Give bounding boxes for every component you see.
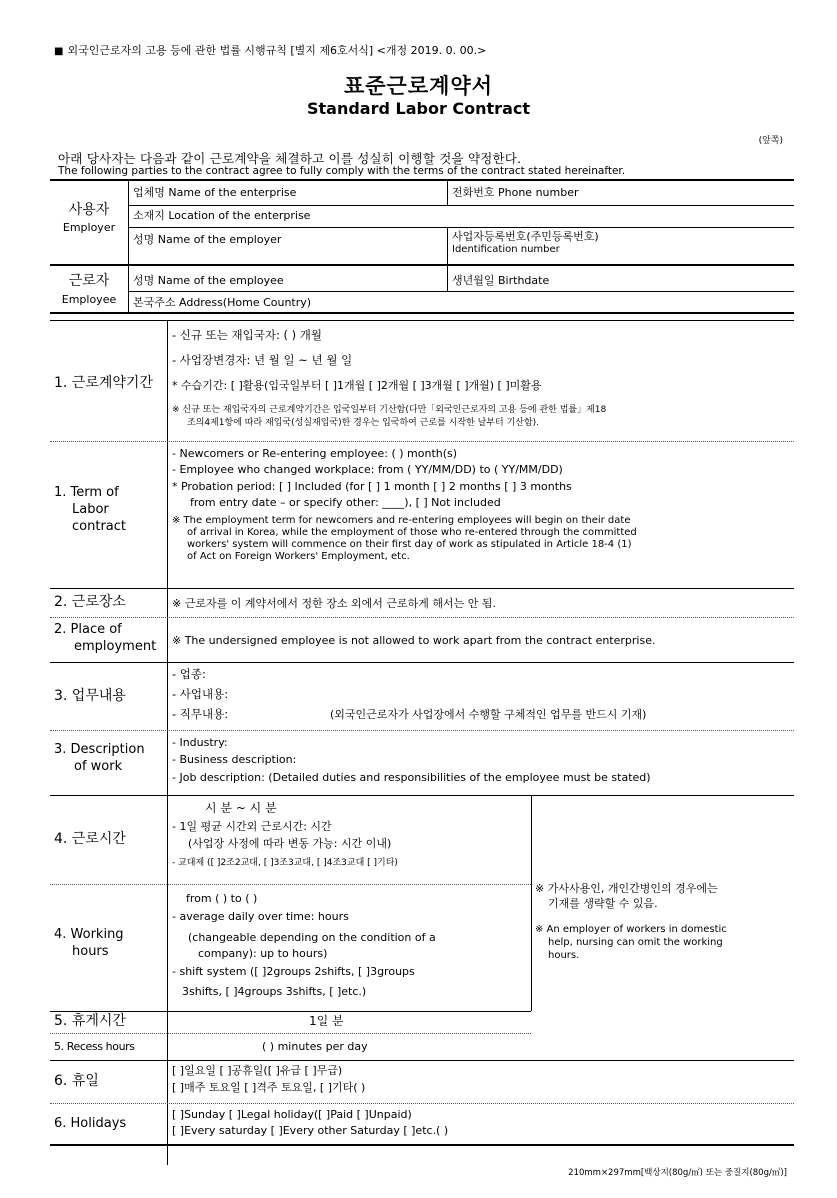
holidays-label-ko: 6. 휴일 [54,1073,99,1089]
employer-bottom-border [50,264,794,266]
employee-label-en: Employee [61,293,117,306]
employee-row-line [128,291,794,292]
holidays-ko-line-2[interactable]: [ ]매주 토요일 [ ]격주 토요일, [ ]기타( ) [172,1081,366,1094]
employee-label-ko: 근로자 [68,273,110,289]
term-ko-note-1: ※ 신규 또는 재입국자의 근로계약기간은 입국일부터 기산함(다만「외국인근로자의 고용 등에 관한 법률」제18 [172,405,607,415]
term-label-en-3: contract [72,519,126,534]
duties-ko-job[interactable]: - 직무내용: [172,707,229,721]
recess-label-ko: 5. 휴게시간 [54,1013,126,1029]
address-field[interactable]: 본국주소 Address(Home Country) [133,296,312,309]
place-text-en: ※ The undersigned employee is not allowed to work apart from the contract enterprise. [172,634,656,647]
hours-en-variable-2: company): up to hours) [198,947,328,960]
holidays-label-en: 6. Holidays [54,1116,127,1131]
employee-name-field[interactable]: 성명 Name of the employee [133,274,284,287]
term-ko-note-2: 조의4제1항에 따라 재입국(성실재입국)한 경우는 입국하여 근로를 시작한 날부터 기산함). [187,418,540,428]
holidays-divider [50,1103,794,1104]
term-ko-line-2: - 사업장변경자: 년 월 일 ~ 년 월 일 [172,353,353,367]
holidays-en-line-1[interactable]: [ ]Sunday [ ]Legal holiday([ ]Paid [ ]Unpaid) [172,1108,412,1121]
square-bullet-icon: ■ [54,46,64,57]
hours-label-en-1: 4. Working [54,927,124,942]
employer-id-field-en: Identification number [452,244,560,255]
place-label-en-1: 2. Place of [54,622,122,637]
term-ko-line-1: - 신규 또는 재입국자: ( ) 개월 [172,328,323,342]
employer-row-line-2 [128,227,794,228]
hours-ko-range[interactable]: 시 분 ~ 시 분 [205,801,277,815]
employer-divider [128,180,129,264]
intro-korean: 아래 당사자는 다음과 같이 근로계약을 체결하고 이를 성실히 이행할 것을 약정한다. [58,151,522,166]
duties-ko-industry[interactable]: - 업종: [172,667,206,681]
hours-en-shift-1[interactable]: - shift system ([ ]2groups 2shifts, [ ]3groups [172,965,415,978]
employer-name-field[interactable]: 성명 Name of the employer [133,233,282,246]
phone-field[interactable]: 전화번호 Phone number [452,186,579,199]
term-en-line-1: - Newcomers or Re-entering employee: ( ) month(s) [172,447,458,460]
term-ko-line-3: * 수습기간: [ ]활용(입국일부터 [ ]1개월 [ ]2개월 [ ]3개월 [ ]개월) [ ]미활용 [172,379,542,392]
place-label-ko: 2. 근로장소 [54,594,126,610]
enterprise-field[interactable]: 업체명 Name of the enterprise [133,186,297,199]
employee-divider [128,266,129,312]
term-en-note-2: of arrival in Korea, while the employment of those who re-entered through the committed [187,527,637,538]
hours-label-ko: 4. 근로시간 [54,831,126,847]
hours-note-en-1: ※ An employer of workers in domestic [535,924,727,935]
duties-label-en-2: of work [74,759,123,774]
term-en-note-1: ※ The employment term for newcomers and re-entering employees will begin on their date [172,515,631,526]
recess-label-en: 5. Recess hours [54,1040,135,1053]
duties-en-industry[interactable]: - Industry: [172,736,228,749]
hours-ko-overtime[interactable]: - 1일 평균 시간외 근로시간: 시간 [172,820,332,833]
term-en-line-2: - Employee who changed workplace: from ( YY/MM/DD) to ( YY/MM/DD) [172,463,563,476]
regulation-text: 외국인근로자의 고용 등에 관한 법률 시행규칙 [별지 제6호서식] <개정 2019. 0. 00.> [67,44,487,57]
duties-en-job[interactable]: - Job description: (Detailed duties and responsibilities of the employee must be stated) [172,771,651,784]
term-divider [50,441,794,442]
duties-bottom-border [50,795,794,796]
term-en-note-4: of Act on Foreign Workers' Employment, etc. [187,551,410,562]
parties-bottom-border [50,312,794,314]
regulation-header [54,42,486,58]
place-text-ko: ※ 근로자를 이 계약서에서 정한 장소 외에서 근로하게 해서는 안 됨. [172,597,496,610]
duties-label-en-1: 3. Description [54,742,145,757]
hours-label-en-2: hours [72,944,109,959]
terms-top-border [50,320,794,321]
holidays-ko-line-1[interactable]: [ ]일요일 [ ]공휴일([ ]유급 [ ]무급) [172,1064,343,1077]
hours-note-en-2: help, nursing can omit the working [548,937,723,948]
employer-row-line-1 [128,205,794,206]
place-bottom-border [50,662,794,663]
location-field[interactable]: 소재지 Location of the enterprise [133,209,311,222]
duties-ko-note: (외국인근로자가 사업장에서 수행할 구체적인 업무를 반드시 기재) [330,708,647,721]
term-bottom-border [50,588,794,589]
employer-label-en: Employer [62,221,116,234]
birthdate-field[interactable]: 생년월일 Birthdate [452,274,550,287]
hours-ko-variable: (사업장 사정에 따라 변동 가능: 시간 이내) [188,837,392,850]
intro-english: The following parties to the contract agree to fully comply with the terms of the contract stated hereinafter. [58,165,626,177]
employer-id-field-ko[interactable]: 사업자등록번호(주민등록번호) [452,230,599,243]
employer-label-ko: 사용자 [68,202,110,218]
duties-ko-business[interactable]: - 사업내용: [172,687,229,701]
holidays-en-line-2[interactable]: [ ]Every saturday [ ]Every other Saturday [ ]etc.( ) [172,1124,449,1137]
title-korean: 표준근로계약서 [343,74,493,98]
recess-bottom-border [50,1060,794,1061]
hours-en-range[interactable]: from ( ) to ( ) [186,892,258,905]
recess-text-ko[interactable]: 1일 분 [309,1014,344,1028]
term-label-en-2: Labor [72,502,109,517]
place-label-en-2: employment [74,639,157,654]
term-en-line-3: * Probation period: [ ] Included (for [ ] 1 month [ ] 2 months [ ] 3 months [172,480,572,493]
title-english: Standard Labor Contract [306,99,530,118]
phone-divider [447,180,448,206]
hours-ko-shift[interactable]: - 교대제 ([ ]2조2교대, [ ]3조3교대, [ ]4조3교대 [ ]기타) [172,858,398,868]
hours-en-variable-1: (changeable depending on the condition of a [188,931,436,944]
duties-label-ko: 3. 업무내용 [54,688,126,704]
term-label-en-1: 1. Term of [54,485,119,500]
hours-note-en-3: hours. [548,950,580,961]
term-en-note-3: workers' system will commence on their first day of work as stipulated in Article 18-4 (1) [187,539,632,550]
paper-spec-footer: 210mm×297mm[백상지(80g/㎡) 또는 중질지(80g/㎡)] [568,1168,787,1178]
duties-divider [50,730,794,731]
recess-divider [50,1033,531,1034]
place-divider [50,617,794,618]
table-top-border [50,179,794,181]
label-column-divider [167,320,168,1165]
birthdate-divider [447,266,448,292]
page-side-label: (앞쪽) [758,136,783,146]
hours-note-divider [531,796,532,1011]
hours-en-overtime[interactable]: - average daily over time: hours [172,910,349,923]
term-label-ko: 1. 근로계약기간 [54,375,153,391]
hours-en-shift-2: 3shifts, [ ]4groups 3shifts, [ ]etc.) [182,985,367,998]
recess-text-en[interactable]: ( ) minutes per day [262,1040,368,1053]
hours-divider [50,884,531,885]
hours-note-ko-1: ※ 가사사용인, 개인간병인의 경우에는 [535,882,718,895]
id-divider [447,227,448,264]
hours-note-ko-2: 기재를 생략할 수 있음. [548,897,658,910]
hours-bottom-border [50,1011,531,1012]
term-en-line-4: from entry date – or specify other: ____), [ ] Not included [190,496,501,509]
table-bottom-border [50,1144,794,1146]
duties-en-business[interactable]: - Business description: [172,753,297,766]
